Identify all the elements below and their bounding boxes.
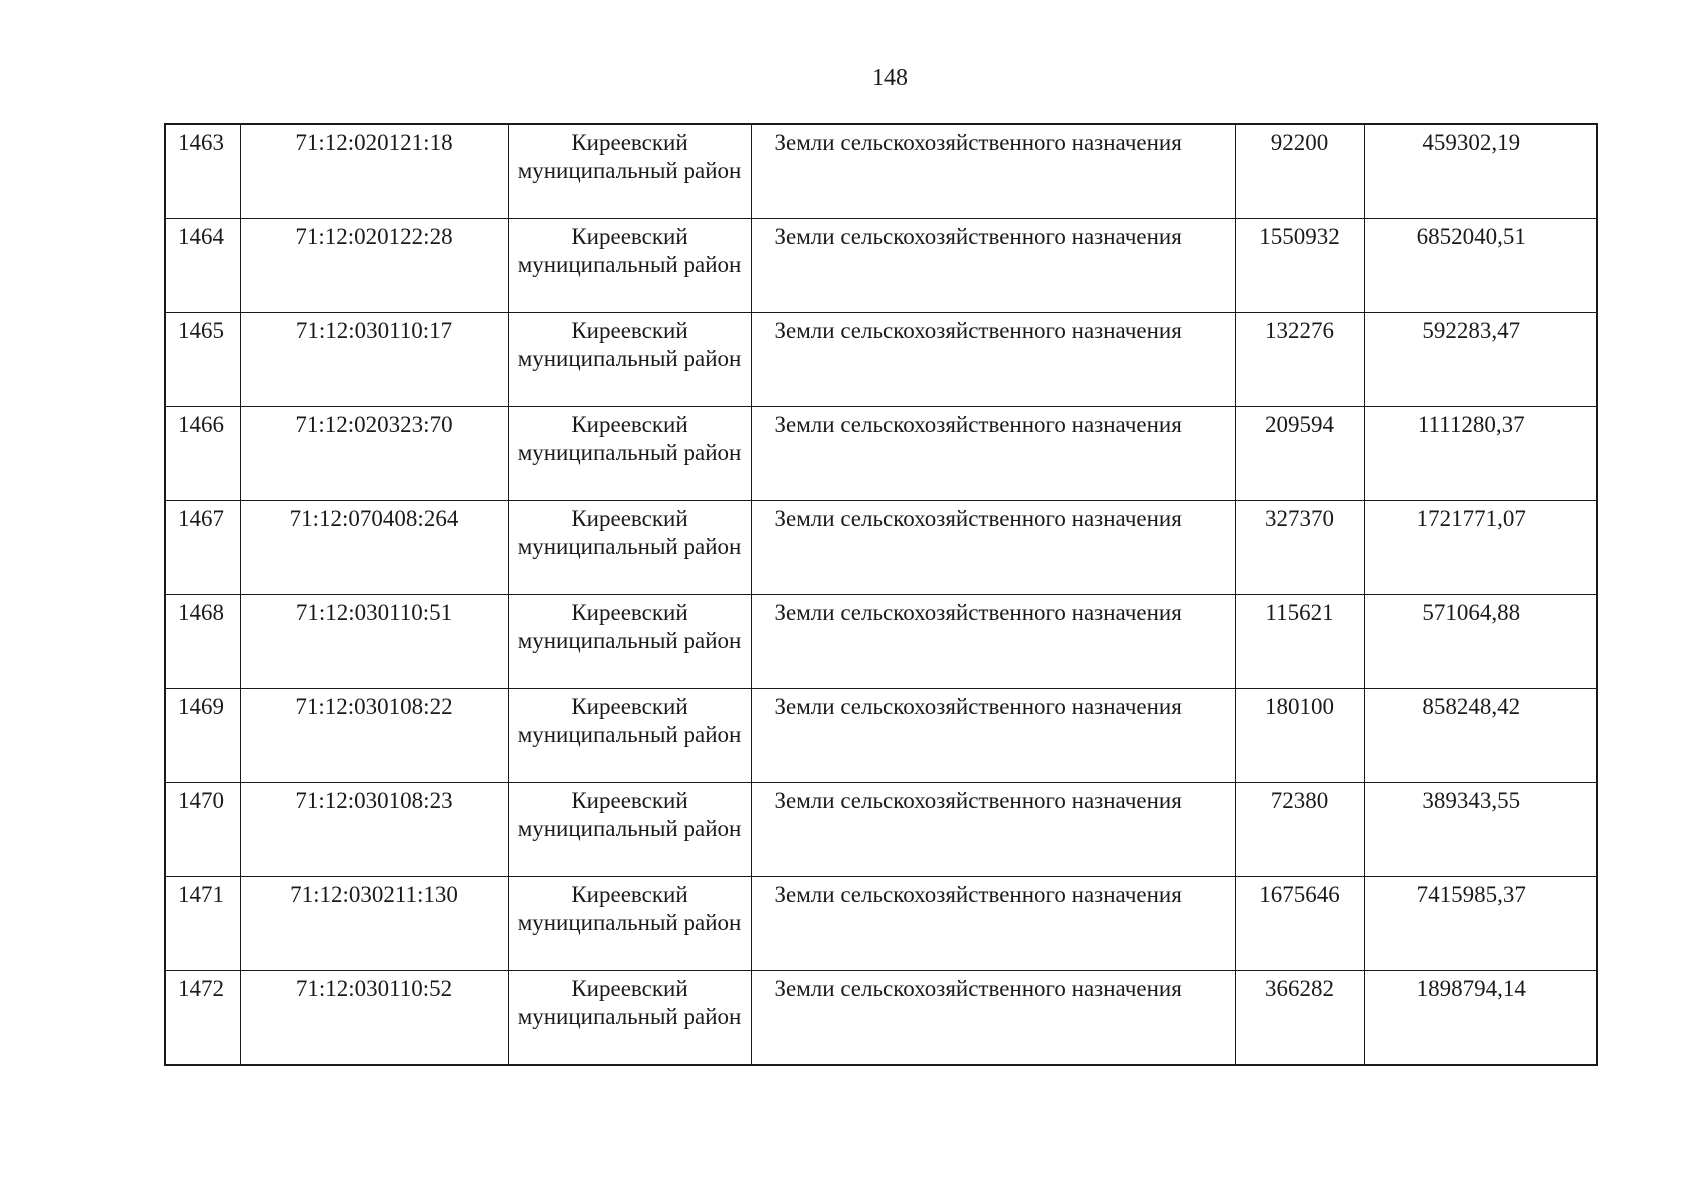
row-number-cell <box>165 124 240 219</box>
cadastral-number-cell <box>240 313 508 407</box>
land-category: Земли сельскохозяйственного назначения <box>774 130 1182 155</box>
row-number: 1465 <box>178 318 224 343</box>
page-number: 148 <box>872 65 908 91</box>
cadastral-number-cell <box>240 783 508 877</box>
cadastral-number: 71:12:030211:130 <box>290 882 458 907</box>
cadastral-value: 592283,47 <box>1422 318 1521 343</box>
cadastral-number: 71:12:030108:23 <box>295 788 453 813</box>
district-cell <box>508 971 751 1066</box>
district-name: Киреевский муниципальный район <box>517 694 742 747</box>
land-category-cell <box>751 971 1235 1066</box>
cadastral-number: 71:12:020121:18 <box>295 130 453 155</box>
cadastral-value: 6852040,51 <box>1416 224 1526 249</box>
area-value: 92200 <box>1270 130 1329 155</box>
cadastral-number-cell <box>240 219 508 313</box>
row-number: 1471 <box>178 882 224 907</box>
cadastral-value-cell <box>1364 124 1597 219</box>
district-cell <box>508 219 751 313</box>
cadastral-value: 1721771,07 <box>1416 506 1526 531</box>
area-cell <box>1235 501 1364 595</box>
row-number-cell <box>165 689 240 783</box>
area-value: 115621 <box>1265 600 1334 625</box>
area-cell <box>1235 877 1364 971</box>
cadastral-value: 1898794,14 <box>1416 976 1526 1001</box>
area-cell <box>1235 689 1364 783</box>
table-row <box>165 595 1597 689</box>
land-category-cell <box>751 595 1235 689</box>
cadastral-number: 71:12:030110:52 <box>295 976 453 1001</box>
area-value: 1550932 <box>1259 224 1340 249</box>
table-row <box>165 971 1597 1066</box>
row-number-cell <box>165 313 240 407</box>
cadastral-value-cell <box>1364 501 1597 595</box>
land-category-cell <box>751 313 1235 407</box>
land-category: Земли сельскохозяйственного назначения <box>774 600 1182 625</box>
row-number-cell <box>165 783 240 877</box>
land-category-cell <box>751 783 1235 877</box>
cadastral-value-cell <box>1364 407 1597 501</box>
area-cell <box>1235 971 1364 1066</box>
cadastral-value: 571064,88 <box>1422 600 1521 625</box>
cadastral-number-cell <box>240 877 508 971</box>
cadastral-number: 71:12:070408:264 <box>289 506 459 531</box>
district-cell <box>508 313 751 407</box>
land-category-cell <box>751 124 1235 219</box>
table-row <box>165 313 1597 407</box>
row-number: 1463 <box>178 130 224 155</box>
land-plot-register-table <box>164 123 1598 1066</box>
row-number: 1466 <box>178 412 224 437</box>
cadastral-number: 71:12:020122:28 <box>295 224 453 249</box>
area-value: 1675646 <box>1259 882 1340 907</box>
land-category: Земли сельскохозяйственного назначения <box>774 976 1182 1001</box>
cadastral-value-cell <box>1364 971 1597 1066</box>
district-cell <box>508 124 751 219</box>
district-name: Киреевский муниципальный район <box>517 506 742 559</box>
cadastral-number: 71:12:030110:51 <box>295 600 453 625</box>
cadastral-number-cell <box>240 971 508 1066</box>
cadastral-value: 858248,42 <box>1422 694 1521 719</box>
area-value: 180100 <box>1265 694 1334 719</box>
district-name: Киреевский муниципальный район <box>517 976 742 1029</box>
area-cell <box>1235 124 1364 219</box>
table-row <box>165 501 1597 595</box>
land-category: Земли сельскохозяйственного назначения <box>774 412 1182 437</box>
row-number-cell <box>165 877 240 971</box>
land-category-cell <box>751 877 1235 971</box>
area-cell <box>1235 595 1364 689</box>
table-row <box>165 783 1597 877</box>
cadastral-number: 71:12:020323:70 <box>295 412 453 437</box>
row-number: 1468 <box>178 600 224 625</box>
land-category-cell <box>751 501 1235 595</box>
cadastral-number-cell <box>240 689 508 783</box>
cadastral-value: 459302,19 <box>1422 130 1521 155</box>
area-cell <box>1235 219 1364 313</box>
cadastral-number: 71:12:030110:17 <box>295 318 453 343</box>
area-value: 72380 <box>1270 788 1329 813</box>
table-row <box>165 407 1597 501</box>
area-cell <box>1235 783 1364 877</box>
cadastral-value: 7415985,37 <box>1416 882 1526 907</box>
area-value: 209594 <box>1265 412 1334 437</box>
district-cell <box>508 877 751 971</box>
cadastral-value-cell <box>1364 689 1597 783</box>
row-number: 1467 <box>178 506 224 531</box>
area-value: 132276 <box>1265 318 1334 343</box>
row-number-cell <box>165 219 240 313</box>
district-name: Киреевский муниципальный район <box>517 318 742 371</box>
cadastral-value-cell <box>1364 877 1597 971</box>
row-number: 1464 <box>178 224 224 249</box>
district-name: Киреевский муниципальный район <box>517 882 742 935</box>
cadastral-value-cell <box>1364 313 1597 407</box>
district-cell <box>508 501 751 595</box>
area-cell <box>1235 407 1364 501</box>
land-category: Земли сельскохозяйственного назначения <box>774 224 1182 249</box>
district-name: Киреевский муниципальный район <box>517 224 742 277</box>
area-value: 366282 <box>1265 976 1334 1001</box>
land-category-cell <box>751 219 1235 313</box>
district-cell <box>508 595 751 689</box>
cadastral-value: 389343,55 <box>1422 788 1521 813</box>
area-cell <box>1235 313 1364 407</box>
land-category: Земли сельскохозяйственного назначения <box>774 506 1182 531</box>
table-row <box>165 689 1597 783</box>
cadastral-number-cell <box>240 407 508 501</box>
table-row <box>165 877 1597 971</box>
row-number: 1470 <box>178 788 224 813</box>
land-category-cell <box>751 407 1235 501</box>
cadastral-value-cell <box>1364 595 1597 689</box>
cadastral-number-cell <box>240 124 508 219</box>
district-name: Киреевский муниципальный район <box>517 788 742 841</box>
land-category-cell <box>751 689 1235 783</box>
cadastral-number-cell <box>240 595 508 689</box>
district-cell <box>508 407 751 501</box>
cadastral-value-cell <box>1364 783 1597 877</box>
area-value: 327370 <box>1265 506 1334 531</box>
row-number-cell <box>165 501 240 595</box>
district-cell <box>508 689 751 783</box>
cadastral-value: 1111280,37 <box>1417 412 1525 437</box>
row-number-cell <box>165 407 240 501</box>
row-number: 1472 <box>178 976 224 1001</box>
cadastral-value-cell <box>1364 219 1597 313</box>
land-category: Земли сельскохозяйственного назначения <box>774 694 1182 719</box>
district-name: Киреевский муниципальный район <box>517 412 742 465</box>
row-number-cell <box>165 595 240 689</box>
district-cell <box>508 783 751 877</box>
land-category: Земли сельскохозяйственного назначения <box>774 318 1182 343</box>
table-row <box>165 219 1597 313</box>
district-name: Киреевский муниципальный район <box>517 600 742 653</box>
table-row <box>165 124 1597 219</box>
cadastral-number: 71:12:030108:22 <box>295 694 453 719</box>
district-name: Киреевский муниципальный район <box>517 130 742 183</box>
cadastral-number-cell <box>240 501 508 595</box>
land-category: Земли сельскохозяйственного назначения <box>774 882 1182 907</box>
row-number: 1469 <box>178 694 224 719</box>
row-number-cell <box>165 971 240 1066</box>
land-category: Земли сельскохозяйственного назначения <box>774 788 1182 813</box>
